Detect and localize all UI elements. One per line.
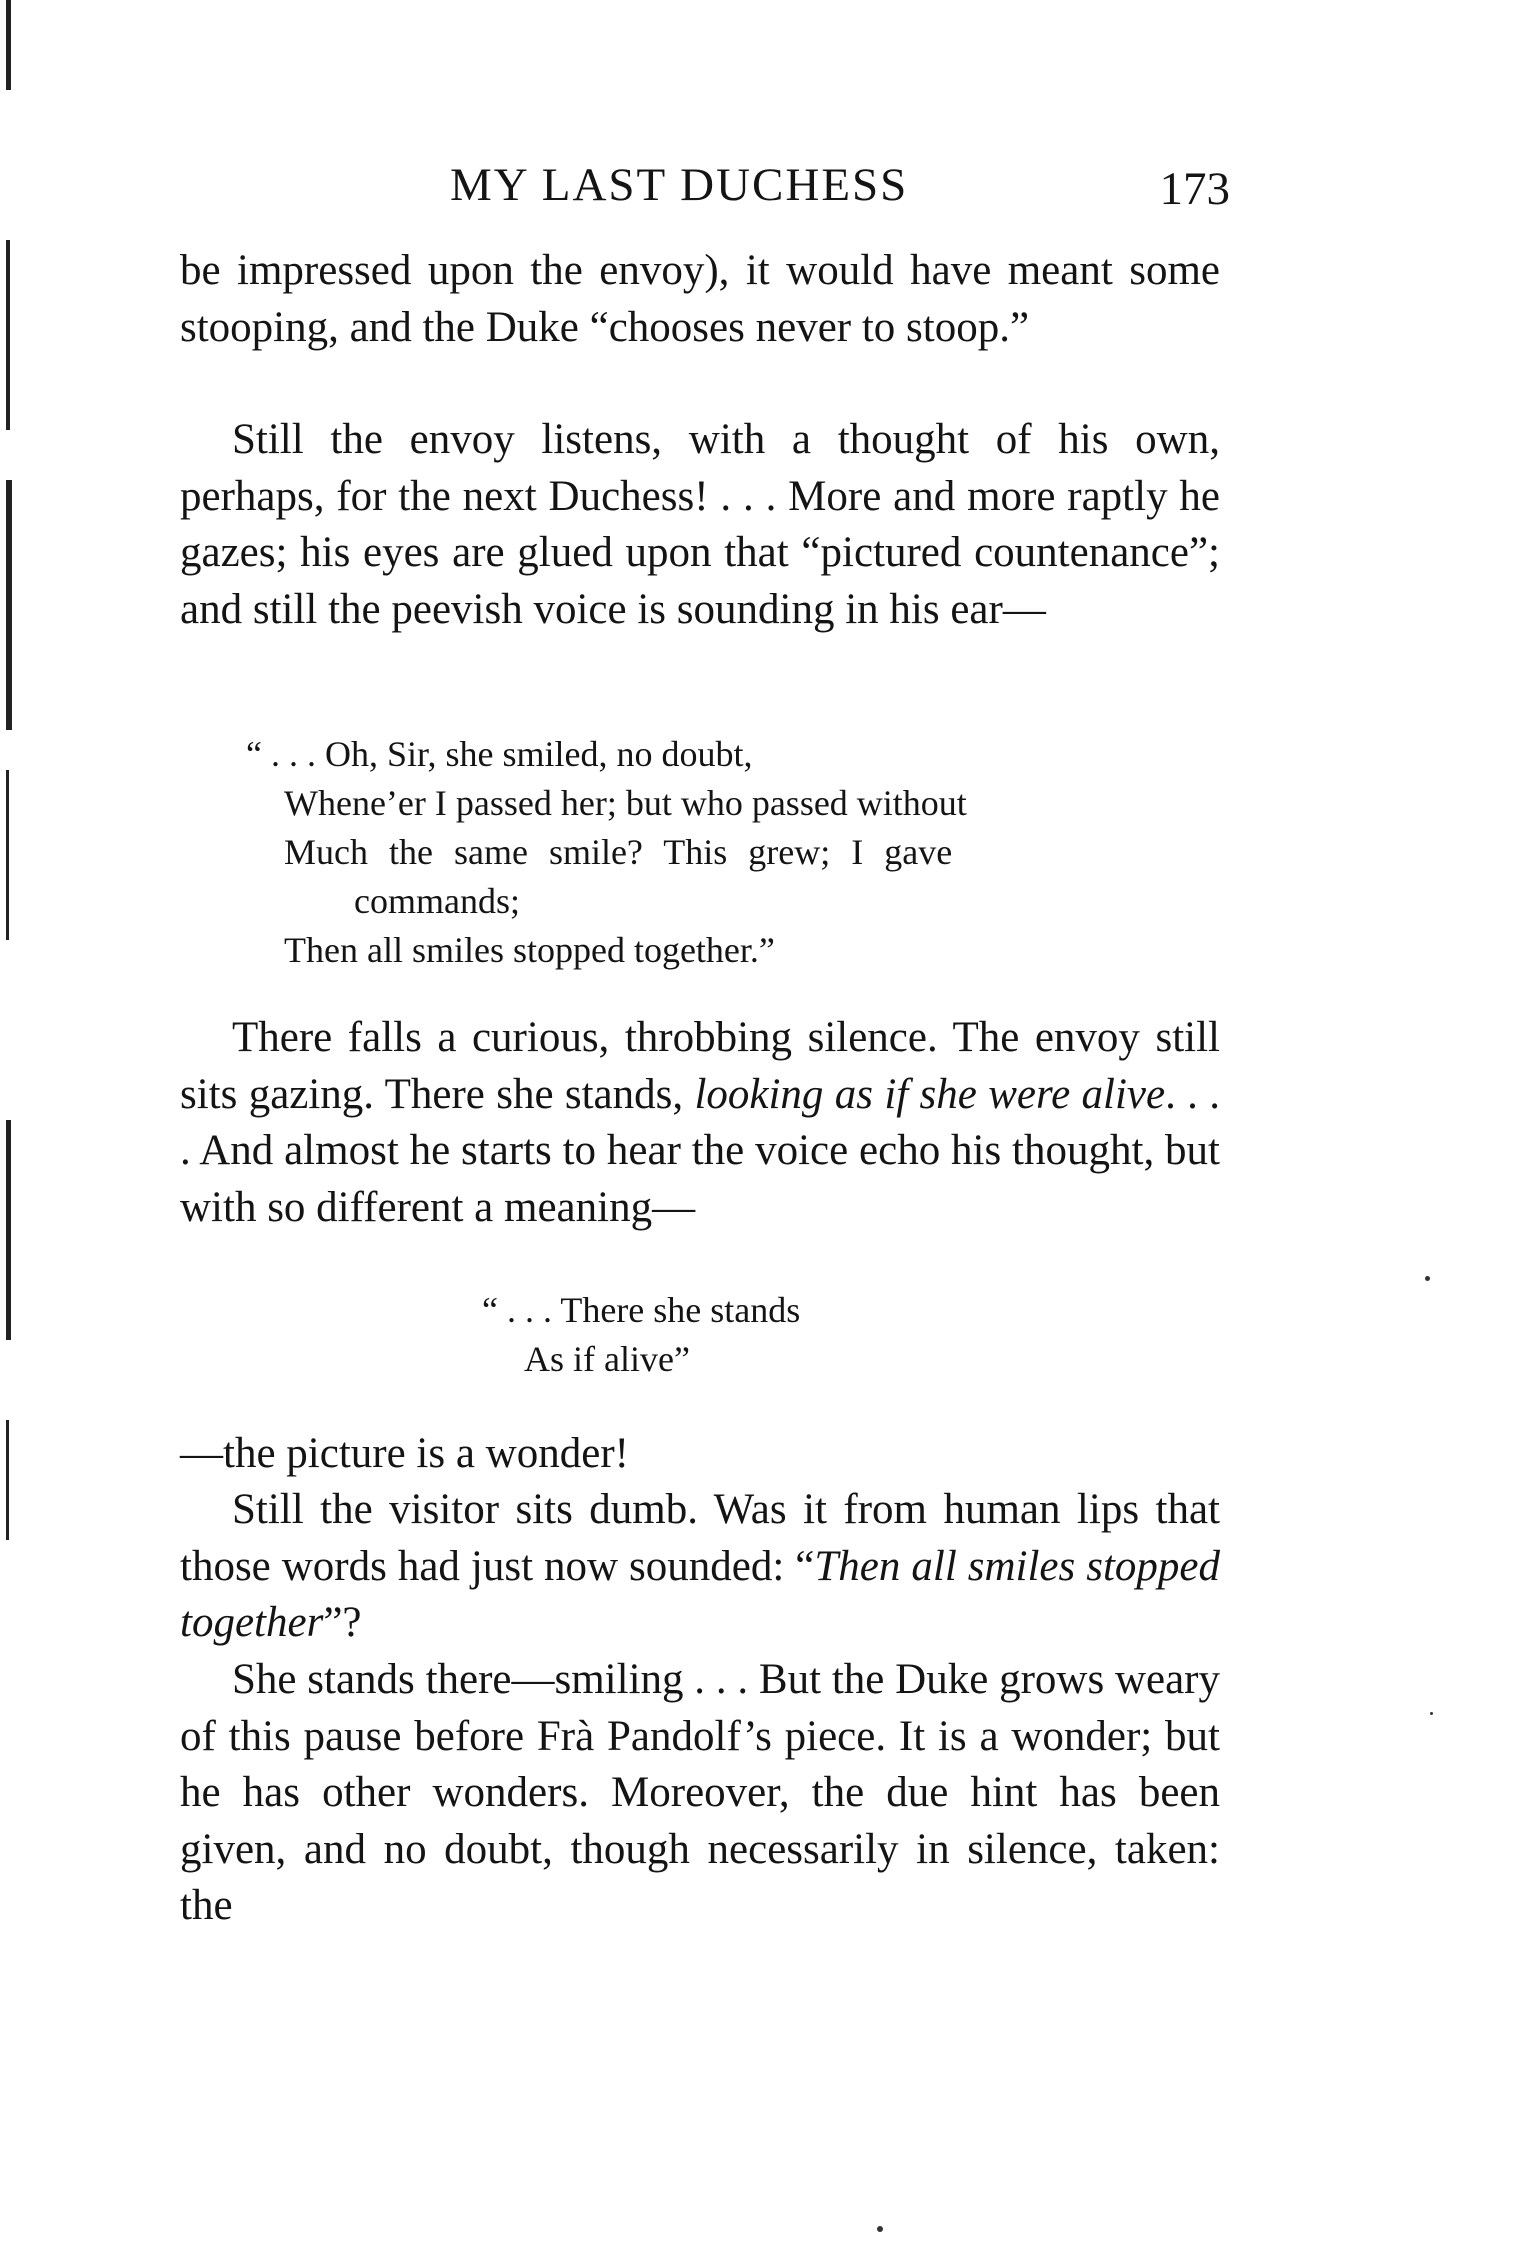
verse-line: “ . . . There she stands [482, 1290, 801, 1330]
scan-speck [1425, 1276, 1430, 1281]
paragraph: be impressed upon the envoy), it would have meant some stooping, and the Duke “chooses never to stoop.” [180, 247, 1220, 351]
paragraph: —the picture is a wonder! [180, 1430, 629, 1477]
running-header [180, 158, 1230, 228]
italic-run: looking as if she were alive [694, 1070, 1166, 1118]
text-run: ”? [323, 1599, 362, 1646]
verse-quotation [246, 730, 967, 975]
verse-line: commands; [354, 881, 520, 921]
paragraph: Still the envoy listens, with a thought of his own, perhaps, for the next Duchess! . . . More and more raptly he gazes; his eyes are glued upon that “pictured countenance”; and still the peevish voice is sounding in his ear— [180, 416, 1220, 633]
scan-edge-mark [6, 1420, 9, 1540]
verse-line: Much the same smile? This grew; I gave [284, 832, 953, 872]
paragraph [180, 1482, 1220, 1652]
scan-edge-mark [6, 1120, 11, 1340]
scan-edge-mark [6, 0, 11, 90]
running-title: MY LAST DUCHESS [450, 159, 909, 211]
text-run: Still the visitor sits dumb. Was it from human lips that those words had just now sounded: “ [180, 1486, 1220, 1590]
verse-quotation [482, 1286, 800, 1384]
paragraph: She stands there—smiling . . . But the Duke grows weary of this pause before Frà Pandolf’s piece. It is a wonder; but he has other wonders. Moreover, the due hint has been given, and no doubt, though necessarily in silence, taken: the [180, 1656, 1220, 1929]
scan-speck [1430, 1712, 1433, 1715]
text-run: There falls a curious, throbbing silence. The envoy still sits gazing. There she stands, [180, 1014, 1220, 1118]
verse-line: Then all smiles stopped together.” [284, 930, 775, 970]
paragraph [180, 1010, 1220, 1236]
italic-run: Then all smiles stopped together [180, 1542, 1220, 1646]
verse-line: “ . . . Oh, Sir, she smiled, no doubt, [246, 734, 753, 774]
text-run: . . . . And almost he starts to hear the voice echo his thought, but with so different a meaning— [180, 1070, 1221, 1231]
scan-speck [877, 2226, 883, 2232]
scan-edge-mark [6, 770, 9, 940]
scan-edge-mark [6, 480, 12, 730]
page-number: 173 [1159, 163, 1230, 215]
verse-line: Whene’er I passed her; but who passed without [284, 783, 967, 823]
scan-edge-mark [6, 240, 10, 430]
verse-line: As if alive” [524, 1339, 690, 1379]
